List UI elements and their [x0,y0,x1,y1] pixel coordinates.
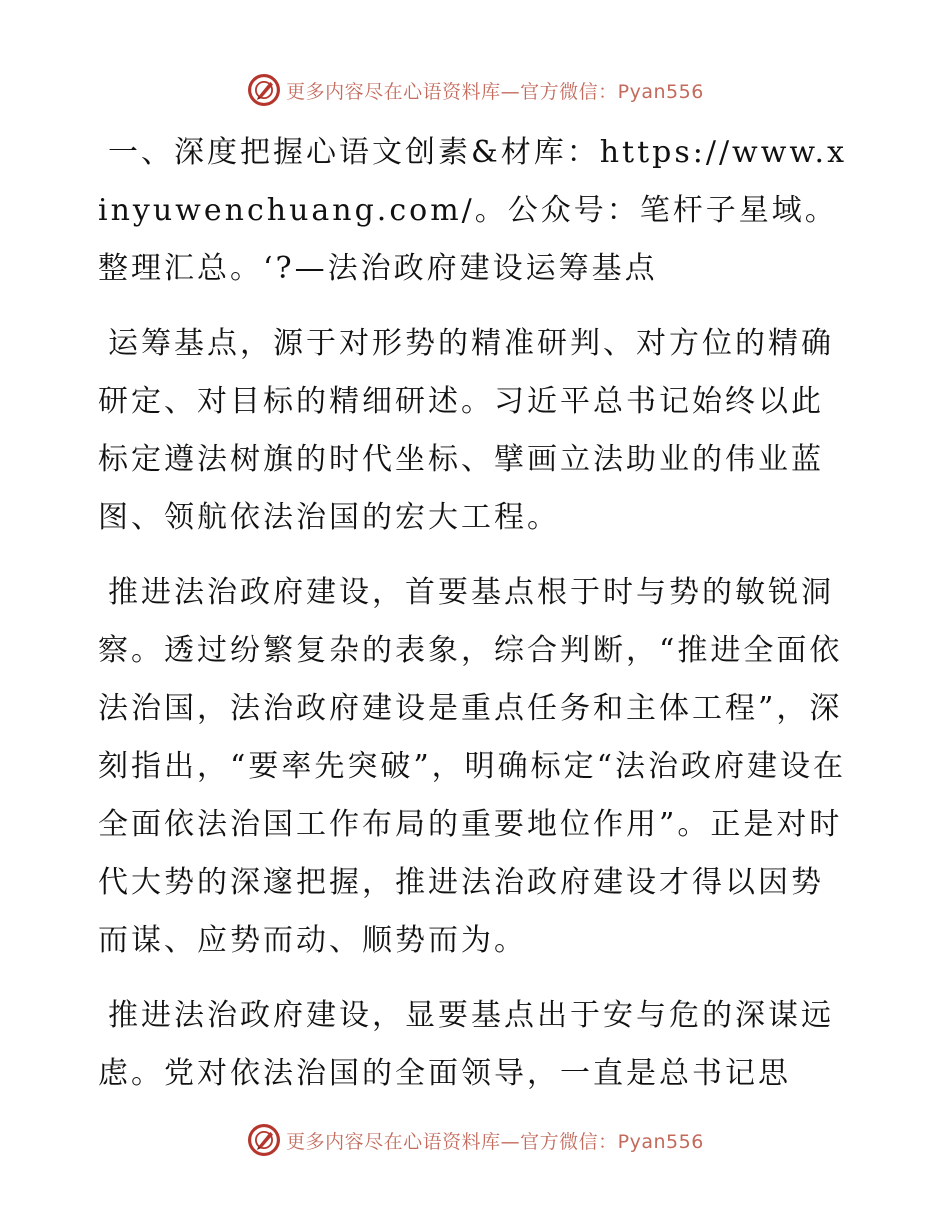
header-watermark-banner [0,70,950,110]
paragraph-1-heading: 一、深度把握心语文创素&材库：https://www.xinyuwenchuang.com/。公众号：笔杆子星域。整理汇总。‘?—法治政府建设运筹基点 [98,135,847,286]
paragraph-2: 运筹基点，源于对形势的精准研判、对方位的精确研定、对目标的精细研述。习近平总书记始终以此标定遵法树旗的时代坐标、擘画立法助业的伟业蓝图、领航依法治国的宏大工程。 [98,326,834,535]
footer-watermark-banner [0,1120,950,1160]
paragraph-3: 推进法治政府建设，首要基点根于时与势的敏锐洞察。透过纷繁复杂的表象，综合判断，“推进全面依法治国，法治政府建设是重点任务和主体工程”，深刻指出，“要率先突破”，明确标定“法治政府建设在全面依法治国工作布局的重要地位作用”。正是对时代大势的深邃把握，推进法治政府建设才得以因势而谋、应势而动、顺势而为。 [98,575,847,958]
logo-pen-icon [246,1122,282,1158]
paragraph-4: 推进法治政府建设，显要基点出于安与危的深谋远虑。党对依法治国的全面领导，一直是总书记思 [98,998,834,1091]
header-watermark-text: 更多内容尽在心语资料库—官方微信：Pyan556 [286,80,704,103]
logo-pen-icon [246,72,282,108]
document-body [98,124,850,1120]
footer-watermark-text: 更多内容尽在心语资料库—官方微信：Pyan556 [286,1130,704,1153]
